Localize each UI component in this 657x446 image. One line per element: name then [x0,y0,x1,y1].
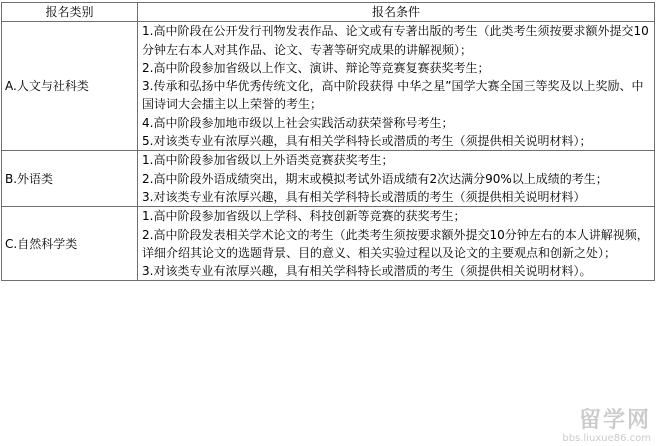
conditions-cell [138,151,655,207]
watermark-url: bbs.liuxue86.com [562,433,651,444]
table-row [2,22,655,151]
condition-item: 1.高中阶段在公开发行刊物发表作品、论文或有专著出版的考生（此类考生须按要求额外提交10分钟左右本人对其作品、论文、专著等研究成果的讲解视频）； [142,24,649,57]
condition-item: 1.高中阶段参加省级以上学科、科技创新等竞赛的获奖考生； [142,209,466,224]
watermark [562,409,651,444]
condition-item: 2.高中阶段外语成绩突出，期末或模拟考试外语成绩有2次达满分90%以上成绩的考生； [142,171,608,186]
condition-item: 2.高中阶段参加省级以上作文、演讲、辩论等竞赛复赛获奖考生； [142,60,490,75]
category-cell: B.外语类 [2,151,138,207]
header-category: 报名类别 [2,3,138,22]
admission-conditions-table [1,2,655,281]
conditions-cell [138,207,655,281]
condition-item: 1.高中阶段参加省级以上外语类竞赛获奖考生； [142,153,394,168]
condition-item: 3.对该类专业有浓厚兴趣，具有相关学科特长或潜质的考生（须提供相关说明材料） [142,189,586,204]
condition-item: 4.高中阶段参加地市级以上社会实践活动获荣誉称号考生； [142,115,454,130]
watermark-logo-text: 留学网 [578,408,651,433]
table-row [2,151,655,207]
table-row [2,207,655,281]
conditions-cell [138,22,655,151]
condition-item: 3.对该类专业有浓厚兴趣，具有相关学科特长或潜质的考生（须提供相关说明材料）。 [142,264,592,279]
condition-item: 2.高中阶段发表相关学术论文的考生（此类考生须按要求额外提交10分钟左右的本人讲解视频，详细介绍其论文的选题背景、目的意义、相关实验过程以及论文的主要观点和创新之处）； [142,227,649,260]
table-header-row [2,3,655,22]
header-conditions: 报名条件 [138,3,655,22]
condition-item: 5.对该类专业有浓厚兴趣，具有相关学科特长或潜质的考生（须提供相关说明材料）； [142,134,592,149]
category-cell: A.人文与社科类 [2,22,138,151]
condition-item: 3.传承和弘扬中华优秀传统文化，高中阶段获得 中华之星”国学大赛全国三等奖及以上奖励、中国诗词大会擂主以上荣誉的考生； [142,79,644,112]
category-cell: C.自然科学类 [2,207,138,281]
